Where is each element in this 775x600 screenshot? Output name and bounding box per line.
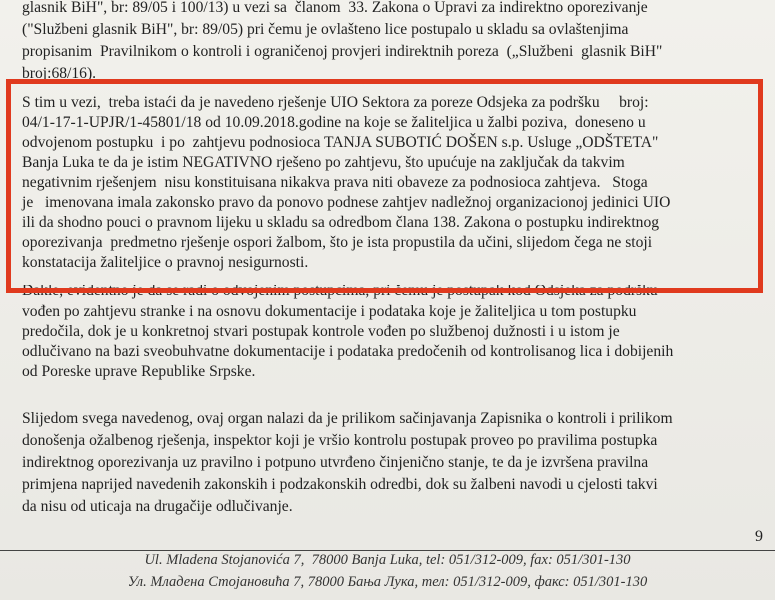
text-line: glasnik BiH", br: 89/05 i 100/13) u vezi sa članom 33. Zakona o Upravi za indirektno oporezivanje bbox=[22, 0, 648, 16]
text-line: primjena naprijed navedenih zakonskih i podzakonskih odredbi, dok su žalbeni navodi u cjelosti takvi bbox=[22, 476, 658, 493]
text-line: od Poreske uprave Republike Srpske. bbox=[22, 363, 256, 380]
text-line: S tim u vezi, treba istaći da je navedeno rješenje UIO Sektora za poreze Odsjeka za podršku broj: bbox=[22, 94, 649, 111]
text-line: 04/1-17-1-UPJR/1-45801/18 od 10.09.2018.godine na koje se žaliteljica u žalbi poziva, doneseno u bbox=[22, 114, 646, 131]
footer-address-latin: Ul. Mladena Stojanovića 7, 78000 Banja Luka, tel: 051/312-009, fax: 051/301-130 bbox=[144, 552, 631, 568]
text-line: je imenovana imala zakonsko pravo da ponovo podnese zahtjev nadležnoj organizacionoj jedinici UIO bbox=[22, 194, 671, 211]
text-line: Slijedom svega navedenog, ovaj organ nalazi da je prilikom sačinjavanja Zapisnika o kontroli i prilikom bbox=[22, 410, 673, 427]
text-line: Dakle, evidentno je da se radi o odvojenim postupcima, pri čemu je postupak kod Odsjeka za podršku bbox=[22, 285, 658, 299]
text-line: konstatacija žaliteljice o pravnoj nesigurnosti. bbox=[22, 254, 309, 271]
text-line: negativnim rješenjem nisu konstituisana nikakva prava niti obaveze za podnosioca zahtjeva. Stoga bbox=[22, 174, 648, 191]
footer-divider bbox=[0, 550, 775, 551]
text-line: propisanim Pravilnikom o kontroli i ograničenoj provjeri indirektnih poreza („Službeni glasnik BiH" bbox=[22, 43, 663, 60]
text-line: predočila, dok je u konkretnoj stvari postupak kontrole vođen po službenoj dužnosti i u istom je bbox=[22, 323, 620, 340]
text-line: ("Službeni glasnik BiH", br: 89/05) pri čemu je ovlašteno lice postupalo u skladu sa ovlaštenjima bbox=[22, 21, 629, 38]
text-line: odlučivano na bazi sveobuhvatne dokumentacije i podataka predočenih od kontrolisanog lica i dobijenih bbox=[22, 343, 674, 360]
text-line: ili da shodno pouci o pravnom lijeku u skladu sa odredbom člana 138. Zakona o postupku indirektnog bbox=[22, 214, 660, 231]
text-line: oporezivanja predmetno rješenje ospori žalbom, što je ista propustila da učini, slijedom čega ne stoji bbox=[22, 234, 653, 251]
text-line: indirektnog oporezivanja uz pravilno i potpuno utvrđeno činjenično stanje, te da je izvršena pravilna bbox=[22, 454, 649, 471]
text-line: donošenja ožalbenog rješenja, inspektor koji je vršio kontrolu postupak proveo po pravilima postupka bbox=[22, 432, 658, 449]
text-line: Banja Luka te da je istim NEGATIVNO rješeno po zahtjevu, što upućuje na zaključak da takvim bbox=[22, 154, 625, 171]
text-line: broj:68/16). bbox=[22, 65, 97, 82]
text-line: da nisu od uticaja na drugačije odlučivanje. bbox=[22, 498, 293, 515]
text-line: odvojenom postupku i po zahtjevu podnosioca TANJA SUBOTIĆ DOŠEN s.p. Usluge „ODŠTETA" bbox=[22, 134, 659, 151]
text-line: vođen po zahtjevu stranke i na osnovu dokumentacije i podataka koje je žaliteljica u tom postupku bbox=[22, 303, 637, 320]
footer-address-cyrillic: Ул. Младена Стојановића 7, 78000 Бања Лука, тел: 051/312-009, факс: 051/301-130 bbox=[127, 574, 648, 590]
page-number: 9 bbox=[755, 528, 763, 545]
